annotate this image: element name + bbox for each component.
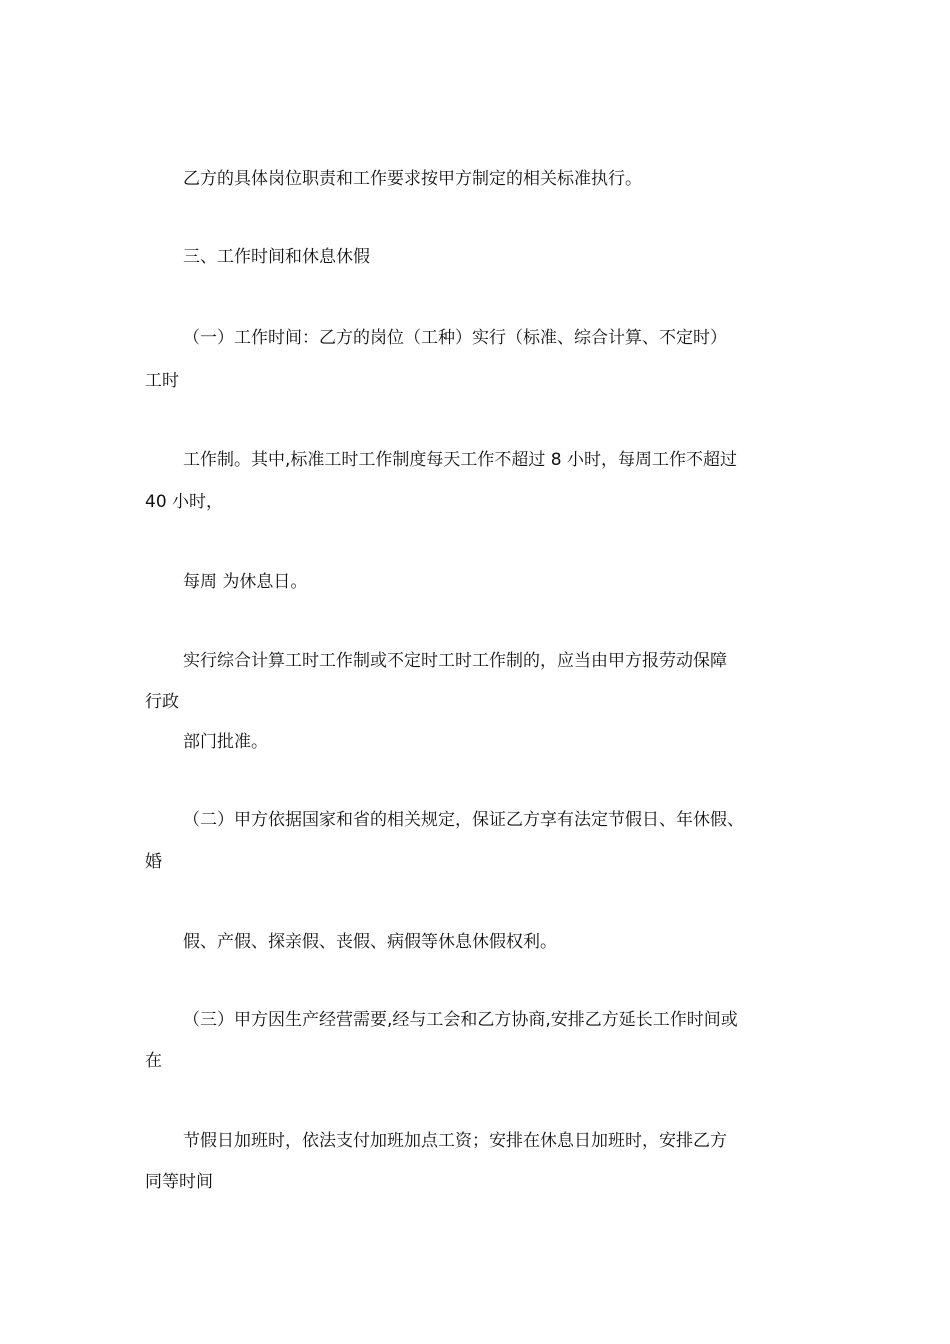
paragraph-line: 40 小时，	[145, 492, 224, 512]
paragraph-line: （三）甲方因生产经营需要,经与工会和乙方协商,安排乙方延长工作时间或	[183, 1010, 738, 1030]
paragraph-line: 婚	[145, 852, 162, 872]
paragraph-line: 部门批准。	[183, 732, 268, 752]
paragraph-line: 每周 为休息日。	[183, 572, 308, 592]
paragraph-line: 同等时间	[145, 1172, 213, 1192]
paragraph-line: 工作制。其中,标准工时工作制度每天工作不超过 8 小时，每周工作不超过	[183, 450, 738, 470]
paragraph-line: 假、产假、探亲假、丧假、病假等休息休假权利。	[183, 932, 557, 952]
paragraph-line: 节假日加班时，依法支付加班加点工资；安排在休息日加班时，安排乙方	[183, 1131, 727, 1151]
paragraph-line: 工时	[145, 371, 179, 391]
paragraph-line: 行政	[145, 692, 179, 712]
paragraph-line: 在	[145, 1051, 162, 1071]
paragraph-line: （二）甲方依据国家和省的相关规定，保证乙方享有法定节假日、年休假、	[183, 810, 744, 830]
paragraph-line: 实行综合计算工时工作制或不定时工时工作制的，应当由甲方报劳动保障	[183, 651, 727, 671]
paragraph-line: （一）工作时间：乙方的岗位（工种）实行（标准、综合计算、不定时）	[183, 328, 727, 348]
paragraph-line: 乙方的具体岗位职责和工作要求按甲方制定的相关标准执行。	[183, 169, 642, 189]
section-heading: 三、工作时间和休息休假	[183, 247, 370, 267]
